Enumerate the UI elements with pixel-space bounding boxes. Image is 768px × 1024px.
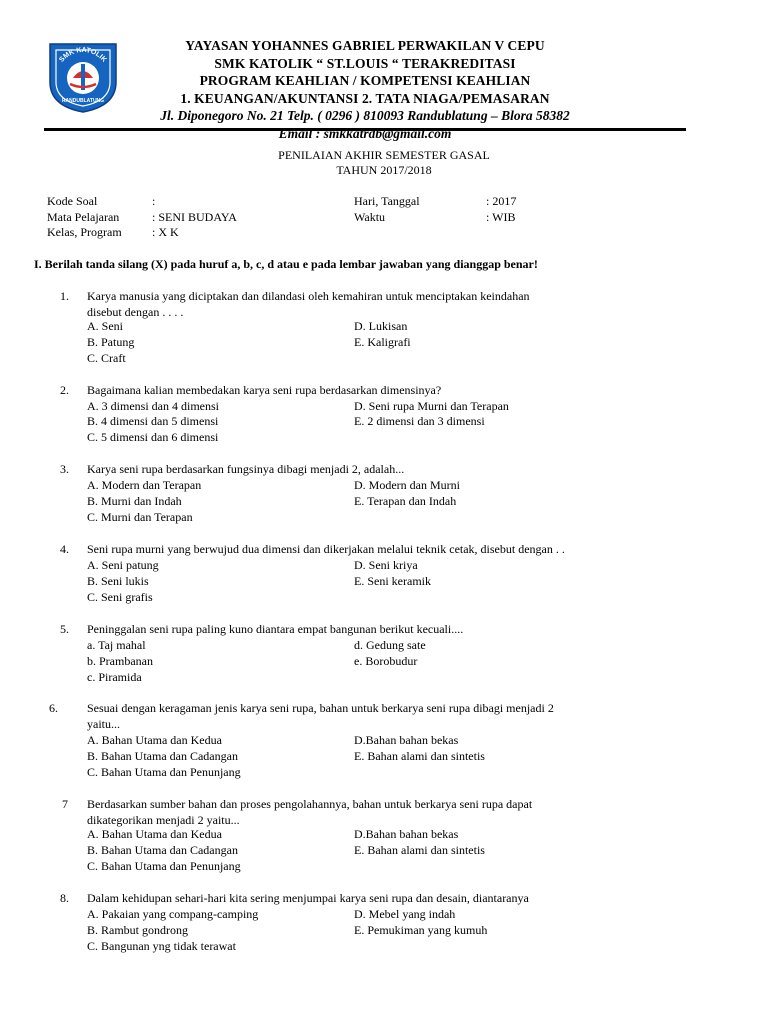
question-stem: Bagaimana kalian membedakan karya seni rupa berdasarkan dimensinya? [87, 383, 442, 397]
question-number: 1. [60, 289, 69, 303]
question-8 [0, 891, 768, 957]
question-1 [0, 289, 768, 369]
option-b: B. Rambut gondrong [87, 923, 188, 937]
kelas-program-value: : X K [152, 225, 179, 239]
question-number: 2. [60, 383, 69, 397]
option-a: A. Modern dan Terapan [87, 478, 202, 492]
waktu-value: : WIB [486, 209, 516, 224]
option-e: E. Kaligrafi [354, 335, 411, 349]
logo-bottom-text: RANDUBLATUNG [61, 98, 105, 104]
question-2 [0, 383, 768, 449]
question-5 [0, 622, 768, 688]
option-e: E. Pemukiman yang kumuh [354, 923, 488, 937]
question-number: 4. [60, 542, 69, 556]
exam-title: PENILAIAN AKHIR SEMESTER GASAL [278, 148, 490, 162]
option-e: e. Borobudur [354, 654, 418, 668]
exam-info-right [354, 194, 614, 228]
program-list: 1. KEUANGAN/AKUNTANSI 2. TATA NIAGA/PEMASARAN [180, 90, 550, 106]
option-d: D.Bahan bahan bekas [354, 827, 459, 841]
question-stem: Karya manusia yang diciptakan dan dilandasi oleh kemahiran untuk menciptakan keindahan disebut dengan . . . . [87, 289, 530, 319]
question-stem: Seni rupa murni yang berwujud dua dimensi dan dikerjakan melalui teknik cetak, disebut dengan . . [87, 542, 565, 556]
option-e: E. Bahan alami dan sintetis [354, 843, 485, 857]
question-6 [0, 701, 768, 783]
program-title: PROGRAM KEAHLIAN / KOMPETENSI KEAHLIAN [199, 73, 531, 88]
question-stem: Dalam kehidupan sehari-hari kita sering menjumpai karya seni rupa dan desain, diantaranya [87, 891, 529, 905]
question-number: 5. [60, 622, 69, 636]
option-b: B. Bahan Utama dan Cadangan [87, 749, 238, 763]
option-b: B. Patung [87, 335, 135, 349]
kelas-program-label: Kelas, Program [47, 225, 122, 239]
question-3 [0, 462, 768, 528]
kode-soal-colon: : [152, 194, 156, 208]
question-stem: Berdasarkan sumber bahan dan proses pengolahannya, bahan untuk berkarya seni rupa dapat dikategorikan menjadi 2 yaitu... [87, 797, 533, 827]
school-address: Jl. Diponegoro No. 21 Telp. ( 0296 ) 810093 Randublatung – Blora 58382 [160, 108, 570, 123]
exam-year: TAHUN 2017/2018 [336, 163, 432, 177]
question-stem: Sesuai dengan keragaman jenis karya seni rupa, bahan untuk berkarya seni rupa dibagi menjadi 2 yaitu... [87, 701, 554, 731]
hari-tanggal-label: Hari, Tanggal [354, 194, 420, 208]
instruction: I. Berilah tanda silang (X) pada huruf a, b, c, d atau e pada lembar jawaban yang dianggap benar! [34, 257, 538, 271]
question-number: 6. [49, 701, 58, 715]
option-b: b. Prambanan [87, 654, 153, 668]
option-e: E. Seni keramik [354, 574, 431, 588]
option-a: a. Taj mahal [87, 638, 146, 652]
question-number: 7 [62, 797, 68, 811]
option-d: D. Seni kriya [354, 558, 418, 572]
option-d: D. Seni rupa Murni dan Terapan [354, 399, 509, 413]
school-logo [44, 40, 122, 114]
option-e: E. Terapan dan Indah [354, 494, 457, 508]
mata-pelajaran-value: : SENI BUDAYA [152, 209, 237, 224]
option-e: E. 2 dimensi dan 3 dimensi [354, 414, 485, 428]
question-stem: Karya seni rupa berdasarkan fungsinya dibagi menjadi 2, adalah... [87, 462, 405, 476]
hari-tanggal-value: : 2017 [486, 194, 517, 208]
option-d: D. Mebel yang indah [354, 907, 456, 921]
option-e: E. Bahan alami dan sintetis [354, 749, 485, 763]
mata-pelajaran-label: Mata Pelajaran [47, 209, 120, 224]
school-name: SMK KATOLIK “ ST.LOUIS “ TERAKREDITASI [214, 55, 516, 71]
option-a: A. Seni patung [87, 558, 159, 572]
option-b: B. Bahan Utama dan Cadangan [87, 843, 238, 857]
option-c: C. 5 dimensi dan 6 dimensi [87, 430, 219, 444]
foundation-name: YAYASAN YOHANNES GABRIEL PERWAKILAN V CEPU [185, 38, 545, 53]
question-stem: Peninggalan seni rupa paling kuno diantara empat bangunan berikut kecuali.... [87, 622, 464, 636]
option-c: C. Bahan Utama dan Penunjang [87, 765, 241, 779]
option-d: D. Lukisan [354, 319, 408, 333]
logo-arc-text: SMK KATOLIK [58, 46, 108, 64]
option-b: B. Murni dan Indah [87, 494, 182, 508]
option-a: A. Bahan Utama dan Kedua [87, 733, 222, 747]
waktu-label: Waktu [354, 209, 386, 224]
option-a: A. Pakaian yang compang-camping [87, 907, 259, 921]
question-number: 3. [60, 462, 69, 476]
option-d: D.Bahan bahan bekas [354, 733, 459, 747]
option-c: C. Seni grafis [87, 590, 153, 604]
option-d: D. Modern dan Murni [354, 478, 460, 492]
option-c: C. Craft [87, 351, 126, 365]
kode-soal-label: Kode Soal [47, 194, 98, 208]
exam-info-left [47, 194, 347, 244]
school-email: Email : smkkatrdb@gmail.com [278, 125, 452, 141]
question-number: 8. [60, 891, 69, 905]
option-c: C. Bahan Utama dan Penunjang [87, 859, 241, 873]
letterhead [130, 37, 600, 142]
question-4 [0, 542, 768, 608]
question-7 [0, 797, 768, 877]
option-c: C. Bangunan yng tidak terawat [87, 939, 236, 953]
option-c: C. Murni dan Terapan [87, 510, 193, 524]
option-d: d. Gedung sate [354, 638, 426, 652]
option-c: c. Piramida [87, 670, 142, 684]
option-a: A. Seni [87, 319, 123, 333]
option-a: A. 3 dimensi dan 4 dimensi [87, 399, 219, 413]
option-a: A. Bahan Utama dan Kedua [87, 827, 222, 841]
option-b: B. Seni lukis [87, 574, 149, 588]
option-b: B. 4 dimensi dan 5 dimensi [87, 414, 219, 428]
letterhead-divider [44, 128, 686, 131]
